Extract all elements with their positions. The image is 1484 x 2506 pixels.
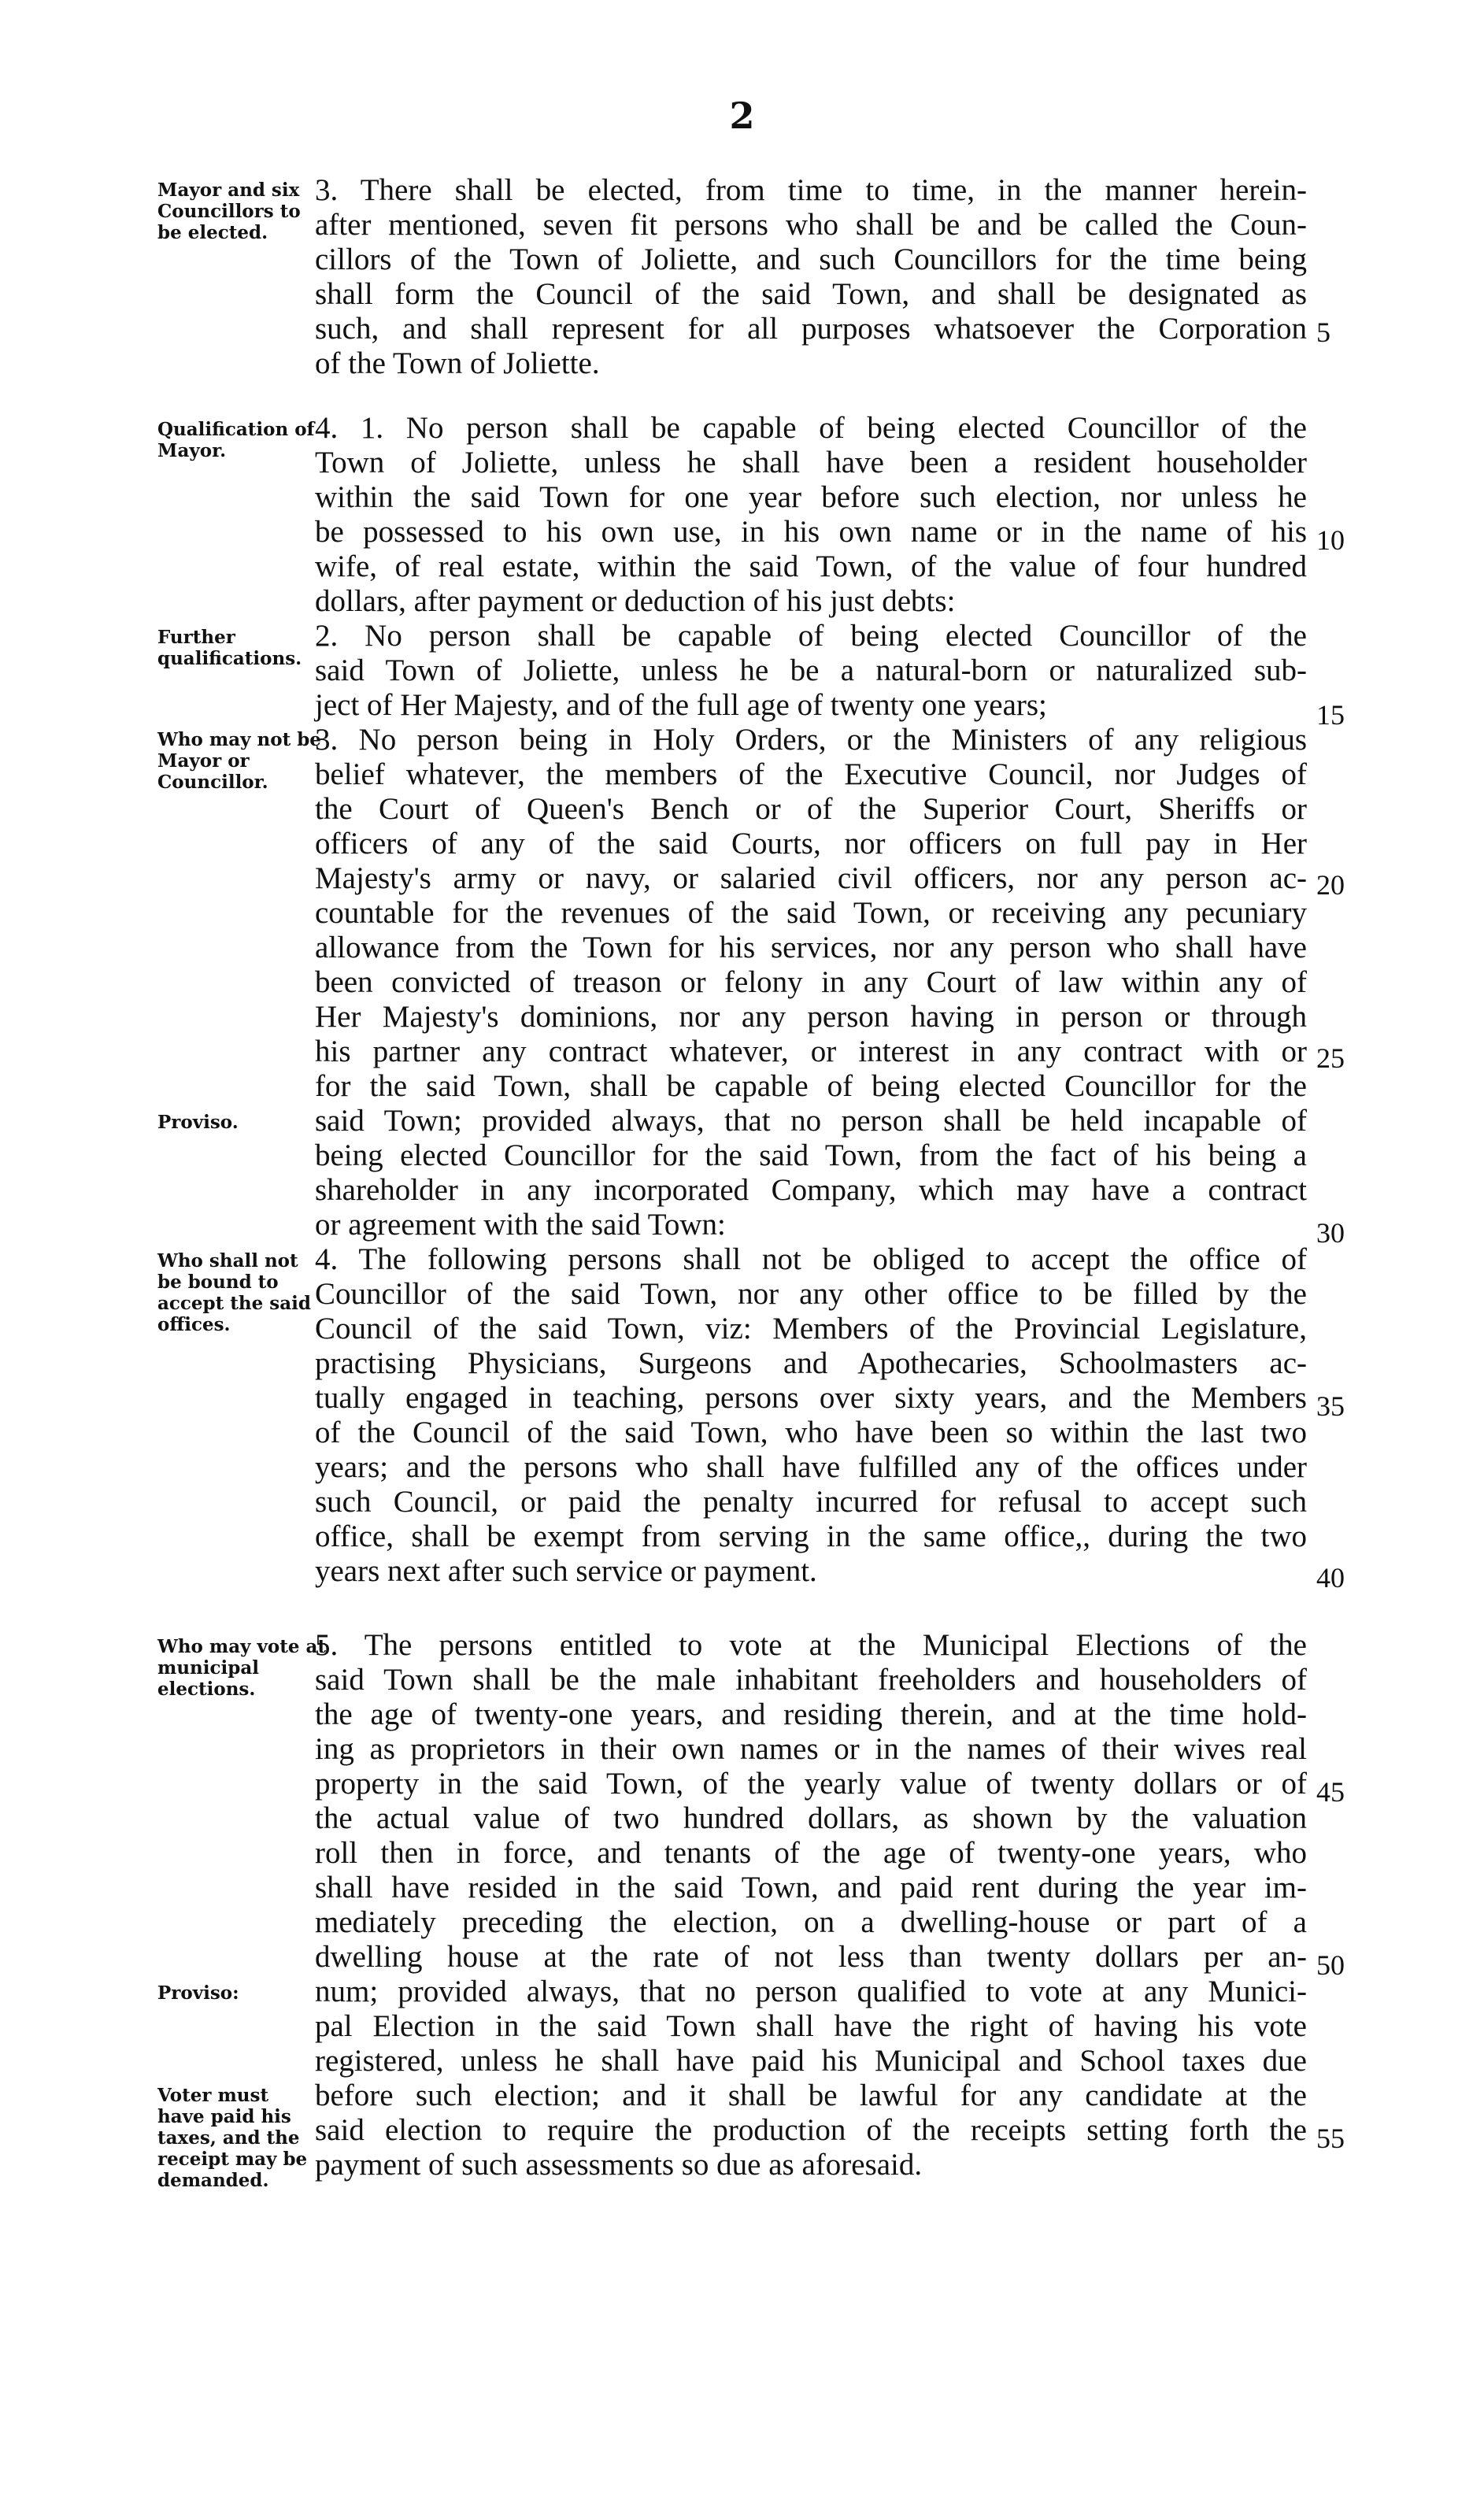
margin-note-voter-must: Voter must have paid his taxes, and the receipt may be demanded. xyxy=(157,2085,308,2191)
text-line: shareholder in any incorporated Company, which may have a contract xyxy=(315,1173,1307,1207)
line-number: 10 xyxy=(1316,524,1345,556)
text-line: said Town; provided always, that no person shall be held incapable of xyxy=(315,1104,1307,1138)
text-line: of the Town of Joliette. xyxy=(315,346,600,380)
text-line: registered, unless he shall have paid his Municipal and School taxes due xyxy=(315,2044,1307,2078)
text-line: countable for the revenues of the said Town, or receiving any pecuniary xyxy=(315,896,1307,930)
text-line: the age of twenty-one years, and residing therein, and at the time hold- xyxy=(315,1697,1307,1731)
text-line: Council of the said Town, viz: Members of the Provincial Legislature, xyxy=(315,1312,1307,1346)
line-number: 25 xyxy=(1316,1042,1345,1074)
text-line: property in the said Town, of the yearly value of twenty dollars or of xyxy=(315,1767,1307,1801)
margin-note-who-may-vote: Who may vote at municipal elections. xyxy=(157,1636,327,1700)
text-line: been convicted of treason or felony in any Court of law within any of xyxy=(315,965,1307,999)
text-line: Majesty's army or navy, or salaried civil officers, nor any person ac- xyxy=(315,861,1307,895)
text-line: said election to require the production of the receipts setting forth the xyxy=(315,2113,1307,2147)
margin-note-qualification-of-mayor: Qualification of Mayor. xyxy=(157,419,315,461)
line-number: 35 xyxy=(1316,1390,1345,1422)
text-line: payment of such assessments so due as aforesaid. xyxy=(315,2148,923,2182)
text-line: roll then in force, and tenants of the age of twenty-one years, who xyxy=(315,1836,1307,1870)
text-line: cillors of the Town of Joliette, and such Councillors for the time being xyxy=(315,242,1307,276)
text-line: allowance from the Town for his services, nor any person who shall have xyxy=(315,931,1307,964)
line-number: 55 xyxy=(1316,2123,1345,2154)
margin-note-proviso: Proviso. xyxy=(157,1112,239,1133)
text-line: said Town of Joliette, unless he be a natural-born or naturalized sub- xyxy=(315,653,1307,687)
text-line: be possessed to his own use, in his own name or in the name of his xyxy=(315,515,1307,549)
text-line: mediately preceding the election, on a dwelling-house or part of a xyxy=(315,1905,1307,1939)
text-line: or agreement with the said Town: xyxy=(315,1208,726,1242)
text-line: num; provided always, that no person qualified to vote at any Munici- xyxy=(315,1975,1307,2008)
line-number: 30 xyxy=(1316,1217,1345,1249)
text-line: such Council, or paid the penalty incurred for refusal to accept such xyxy=(315,1485,1307,1519)
text-line: before such election; and it shall be lawful for any candidate at the xyxy=(315,2078,1307,2112)
text-line: Councillor of the said Town, nor any other office to be filled by the xyxy=(315,1277,1307,1311)
margin-note-further-qualifications: Further qualifications. xyxy=(157,627,302,669)
text-line: practising Physicians, Surgeons and Apothecaries, Schoolmasters ac- xyxy=(315,1346,1307,1380)
text-line: shall have resided in the said Town, and paid rent during the year im- xyxy=(315,1871,1307,1904)
text-line: years; and the persons who shall have fulfilled any of the offices under xyxy=(315,1450,1307,1484)
margin-note-mayor-and-six: Mayor and six Councillors to be elected. xyxy=(157,180,301,243)
text-line: within the said Town for one year before such election, nor unless he xyxy=(315,480,1307,514)
text-line: 4. 1. No person shall be capable of being elected Councillor of the xyxy=(315,411,1307,445)
text-line: belief whatever, the members of the Executive Council, nor Judges of xyxy=(315,757,1307,791)
text-line: 5. The persons entitled to vote at the Municipal Elections of the xyxy=(315,1628,1307,1662)
text-line: his partner any contract whatever, or interest in any contract with or xyxy=(315,1035,1307,1068)
line-number: 5 xyxy=(1316,316,1330,348)
text-line: ject of Her Majesty, and of the full age of twenty one years; xyxy=(315,688,1047,722)
text-line: dwelling house at the rate of not less than twenty dollars per an- xyxy=(315,1940,1307,1974)
text-line: pal Election in the said Town shall have the right of having his vote xyxy=(315,2009,1307,2043)
line-number: 40 xyxy=(1316,1562,1345,1594)
text-line: Her Majesty's dominions, nor any person having in person or through xyxy=(315,1000,1307,1034)
text-line: the actual value of two hundred dollars, as shown by the valuation xyxy=(315,1801,1307,1835)
text-line: years next after such service or payment. xyxy=(315,1554,817,1588)
text-line: 3. There shall be elected, from time to time, in the manner herein- xyxy=(315,173,1307,207)
line-number: 15 xyxy=(1316,699,1345,731)
text-line: office, shall be exempt from serving in the same office,, during the two xyxy=(315,1520,1307,1553)
text-line: 4. The following persons shall not be obliged to accept the office of xyxy=(315,1242,1307,1276)
page-number: 2 xyxy=(729,94,755,137)
text-line: said Town shall be the male inhabitant freeholders and householders of xyxy=(315,1663,1307,1697)
text-line: shall form the Council of the said Town, and shall be designated as xyxy=(315,277,1307,311)
text-line: tually engaged in teaching, persons over sixty years, and the Members xyxy=(315,1381,1307,1415)
margin-note-who-shall-not: Who shall not be bound to accept the said offices. xyxy=(157,1250,311,1335)
margin-note-proviso-2: Proviso: xyxy=(157,1982,239,2004)
text-line: 3. No person being in Holy Orders, or the Ministers of any religious xyxy=(315,723,1307,757)
line-number: 45 xyxy=(1316,1776,1345,1808)
text-line: ing as proprietors in their own names or in the names of their wives real xyxy=(315,1732,1307,1766)
margin-note-who-may-not: Who may not be Mayor or Councillor. xyxy=(157,729,321,793)
text-line: after mentioned, seven fit persons who shall be and be called the Coun- xyxy=(315,208,1307,242)
text-line: the Court of Queen's Bench or of the Superior Court, Sheriffs or xyxy=(315,792,1307,826)
line-number: 20 xyxy=(1316,869,1345,901)
text-line: such, and shall represent for all purposes whatsoever the Corporation xyxy=(315,312,1307,346)
text-line: wife, of real estate, within the said Town, of the value of four hundred xyxy=(315,550,1307,583)
text-line: of the Council of the said Town, who have been so within the last two xyxy=(315,1416,1307,1449)
text-line: 2. No person shall be capable of being elected Councillor of the xyxy=(315,619,1307,653)
text-line: Town of Joliette, unless he shall have been a resident householder xyxy=(315,446,1307,479)
text-line: for the said Town, shall be capable of being elected Councillor for the xyxy=(315,1069,1307,1103)
text-line: dollars, after payment or deduction of his just debts: xyxy=(315,584,956,618)
text-line: officers of any of the said Courts, nor officers on full pay in Her xyxy=(315,827,1307,861)
line-number: 50 xyxy=(1316,1949,1345,1981)
text-line: being elected Councillor for the said Town, from the fact of his being a xyxy=(315,1138,1307,1172)
